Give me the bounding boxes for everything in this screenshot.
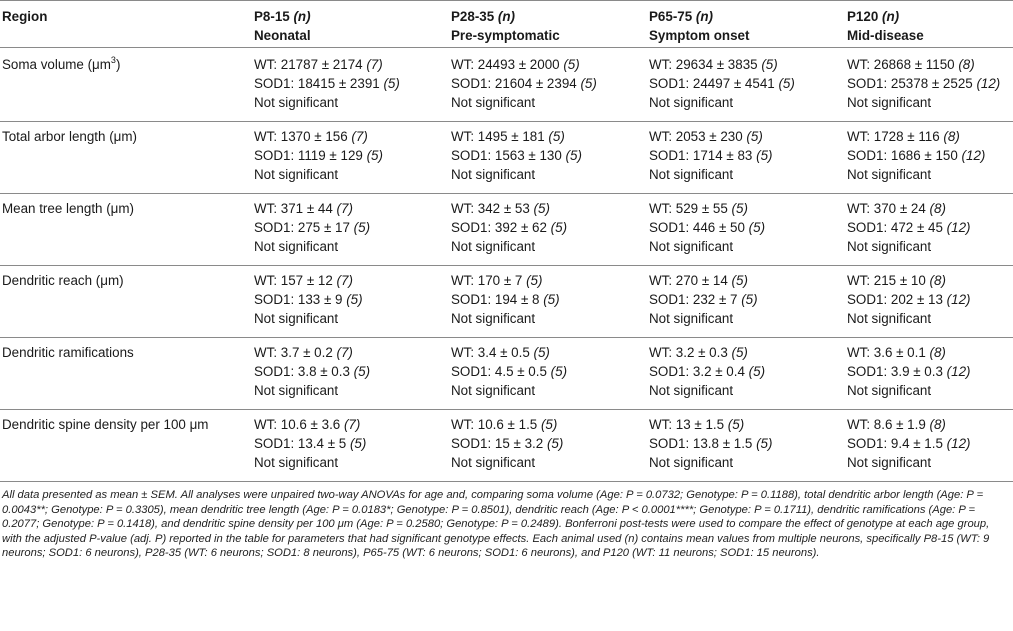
header-col-label: P28-35 — [451, 9, 495, 24]
sod1-line-n: (5) — [383, 76, 400, 91]
significance-line — [254, 381, 449, 400]
sod1-line-n: (5) — [550, 220, 568, 235]
sod1-line-value: SOD1: 4.5 ± 0.5 — [451, 364, 551, 379]
wt-line-n: (5) — [548, 129, 565, 144]
wt-line-value: WT: 370 ± 24 — [847, 201, 930, 216]
sod1-line — [451, 218, 647, 237]
significance-line-value: Not significant — [847, 95, 932, 110]
sod1-line — [451, 74, 647, 93]
significance-line — [649, 309, 845, 328]
wt-line — [254, 127, 449, 146]
sod1-line-n: (5) — [778, 76, 795, 91]
sod1-line-n: (12) — [976, 76, 1001, 91]
wt-line — [254, 343, 449, 362]
significance-line-value: Not significant — [254, 239, 339, 254]
wt-line — [254, 199, 449, 218]
sod1-line-n: (12) — [961, 148, 986, 163]
sod1-line — [847, 434, 1013, 453]
sod1-line-value: SOD1: 133 ± 9 — [254, 292, 347, 307]
data-cell — [449, 266, 647, 338]
data-cell — [252, 266, 449, 338]
sod1-line — [847, 290, 1013, 309]
header-col-label: P8-15 — [254, 9, 290, 24]
wt-line-value: WT: 3.4 ± 0.5 — [451, 345, 534, 360]
significance-line-value: Not significant — [649, 311, 734, 326]
wt-line-n: (8) — [958, 57, 975, 72]
data-cell — [252, 338, 449, 410]
sod1-line — [254, 74, 449, 93]
row-region — [0, 338, 252, 410]
wt-line — [254, 271, 449, 290]
wt-line-value: WT: 3.2 ± 0.3 — [649, 345, 732, 360]
sod1-line-value: SOD1: 202 ± 13 — [847, 292, 947, 307]
wt-line-n: (5) — [727, 417, 745, 432]
sod1-line-value: SOD1: 21604 ± 2394 — [451, 76, 581, 91]
row-region — [0, 48, 252, 122]
sod1-line-value: SOD1: 446 ± 50 — [649, 220, 749, 235]
sod1-line-n: (12) — [946, 292, 971, 307]
data-cell — [449, 194, 647, 266]
header-col-label: P120 — [847, 9, 879, 24]
data-cell — [647, 410, 845, 482]
wt-line-value: WT: 13 ± 1.5 — [649, 417, 728, 432]
header-region: Region — [2, 9, 48, 24]
significance-line — [451, 381, 647, 400]
sod1-line — [254, 290, 449, 309]
wt-line-n: (5) — [540, 417, 558, 432]
sod1-line-value: SOD1: 3.2 ± 0.4 — [649, 364, 749, 379]
sod1-line-value: SOD1: 472 ± 45 — [847, 220, 947, 235]
sod1-line — [847, 146, 1013, 165]
sod1-line-value: SOD1: 1686 ± 150 — [847, 148, 962, 163]
significance-line — [451, 93, 647, 112]
wt-line-n: (5) — [563, 57, 580, 72]
sod1-line — [847, 74, 1013, 93]
sod1-line-value: SOD1: 3.8 ± 0.3 — [254, 364, 354, 379]
data-cell — [647, 266, 845, 338]
significance-line — [847, 381, 1013, 400]
wt-line-n: (8) — [929, 345, 946, 360]
row-region — [0, 122, 252, 194]
wt-line — [451, 415, 647, 434]
header-col-p8-15 — [252, 1, 449, 48]
sod1-line-n: (5) — [580, 76, 597, 91]
header-col-n: (n) — [293, 9, 311, 24]
significance-line-value: Not significant — [847, 311, 932, 326]
sod1-line — [254, 434, 449, 453]
header-col-stage: Mid-disease — [847, 28, 924, 43]
wt-line-n: (5) — [746, 129, 763, 144]
significance-line-value: Not significant — [451, 311, 536, 326]
sod1-line — [649, 74, 845, 93]
header-col-p120 — [845, 1, 1013, 48]
wt-line-n: (7) — [351, 129, 368, 144]
significance-line-value: Not significant — [847, 167, 932, 182]
wt-line-value: WT: 371 ± 44 — [254, 201, 337, 216]
wt-line-value: WT: 1728 ± 116 — [847, 129, 944, 144]
sod1-line — [451, 146, 647, 165]
significance-line-value: Not significant — [649, 167, 734, 182]
sod1-line-value: SOD1: 1563 ± 130 — [451, 148, 566, 163]
sod1-line-n: (5) — [543, 292, 560, 307]
wt-line-value: WT: 8.6 ± 1.9 — [847, 417, 930, 432]
wt-line-value: WT: 342 ± 53 — [451, 201, 534, 216]
table-row — [0, 338, 1013, 410]
sod1-line-n: (12) — [946, 436, 971, 451]
sod1-line-value: SOD1: 1714 ± 83 — [649, 148, 757, 163]
wt-line — [649, 415, 845, 434]
significance-line-value: Not significant — [451, 239, 536, 254]
sod1-line-n: (5) — [756, 148, 773, 163]
data-cell — [449, 338, 647, 410]
sod1-line-n: (12) — [946, 220, 971, 235]
significance-line — [451, 237, 647, 256]
wt-line — [847, 415, 1013, 434]
significance-line — [254, 309, 449, 328]
sod1-line-value: SOD1: 275 ± 17 — [254, 220, 354, 235]
sod1-line — [451, 290, 647, 309]
header-col-stage: Neonatal — [254, 28, 311, 43]
significance-line — [649, 237, 845, 256]
wt-line-n: (5) — [761, 57, 778, 72]
sod1-line-n: (5) — [346, 292, 363, 307]
significance-line — [451, 309, 647, 328]
wt-line-value: WT: 26868 ± 1150 — [847, 57, 959, 72]
sod1-line-value: SOD1: 232 ± 7 — [649, 292, 742, 307]
data-cell — [647, 122, 845, 194]
wt-line-n: (7) — [336, 345, 353, 360]
table-row — [0, 48, 1013, 122]
wt-line-value: WT: 10.6 ± 1.5 — [451, 417, 541, 432]
data-cell — [252, 410, 449, 482]
wt-line-n: (5) — [731, 345, 748, 360]
significance-line-value: Not significant — [649, 383, 734, 398]
table-row — [0, 266, 1013, 338]
wt-line-value: WT: 10.6 ± 3.6 — [254, 417, 344, 432]
header-col-stage: Symptom onset — [649, 28, 750, 43]
wt-line — [451, 127, 647, 146]
header-col-n: (n) — [497, 9, 516, 24]
wt-line — [451, 271, 647, 290]
significance-line — [254, 453, 449, 472]
sod1-line-n: (5) — [741, 292, 758, 307]
data-cell — [845, 122, 1013, 194]
significance-line-value: Not significant — [451, 95, 536, 110]
data-cell — [252, 48, 449, 122]
sod1-line — [254, 362, 449, 381]
region-label: Soma volume (μm — [2, 57, 111, 72]
sod1-line-value: SOD1: 392 ± 62 — [451, 220, 551, 235]
significance-line — [649, 93, 845, 112]
sod1-line-n: (12) — [946, 364, 971, 379]
sod1-line-value: SOD1: 194 ± 8 — [451, 292, 544, 307]
wt-line-n: (8) — [929, 273, 946, 288]
sod1-line — [254, 218, 449, 237]
sod1-line — [451, 362, 647, 381]
row-region — [0, 410, 252, 482]
wt-line — [451, 199, 647, 218]
significance-line-value: Not significant — [451, 167, 536, 182]
wt-line-value: WT: 270 ± 14 — [649, 273, 732, 288]
region-label: Mean tree length (μm) — [2, 201, 135, 216]
wt-line-value: WT: 29634 ± 3835 — [649, 57, 762, 72]
data-cell — [647, 338, 845, 410]
region-label-tail: ) — [115, 57, 121, 72]
wt-line-n: (5) — [731, 273, 748, 288]
wt-line-value: WT: 170 ± 7 — [451, 273, 527, 288]
sod1-line-n: (5) — [756, 436, 773, 451]
significance-line-value: Not significant — [847, 455, 932, 470]
wt-line-value: WT: 24493 ± 2000 — [451, 57, 564, 72]
significance-line — [847, 93, 1013, 112]
table-row — [0, 194, 1013, 266]
region-label: Total arbor length (μm) — [2, 129, 137, 144]
significance-line-value: Not significant — [451, 383, 536, 398]
significance-line-value: Not significant — [451, 455, 536, 470]
significance-line — [847, 165, 1013, 184]
wt-line — [254, 415, 449, 434]
wt-line-value: WT: 215 ± 10 — [847, 273, 930, 288]
wt-line-value: WT: 3.7 ± 0.2 — [254, 345, 337, 360]
significance-line-value: Not significant — [649, 95, 734, 110]
wt-line-n: (7) — [336, 273, 353, 288]
data-cell — [449, 122, 647, 194]
sod1-line — [254, 146, 449, 165]
significance-line — [254, 237, 449, 256]
header-col-p28-35 — [449, 1, 647, 48]
wt-line-value: WT: 1370 ± 156 — [254, 129, 352, 144]
wt-line-n: (5) — [526, 273, 543, 288]
table-body — [0, 48, 1013, 482]
sod1-line — [649, 218, 845, 237]
significance-line — [649, 381, 845, 400]
wt-line — [847, 199, 1013, 218]
wt-line — [847, 55, 1013, 74]
sod1-line — [847, 218, 1013, 237]
sod1-line-value: SOD1: 1119 ± 129 — [254, 148, 367, 163]
sod1-line-value: SOD1: 13.4 ± 5 — [254, 436, 350, 451]
significance-line-value: Not significant — [254, 95, 339, 110]
wt-line-n: (7) — [343, 417, 361, 432]
wt-line — [451, 343, 647, 362]
wt-line-n: (5) — [533, 201, 550, 216]
data-cell — [647, 194, 845, 266]
sod1-line-n: (5) — [748, 364, 766, 379]
sod1-line-value: SOD1: 3.9 ± 0.3 — [847, 364, 947, 379]
wt-line — [649, 199, 845, 218]
sod1-line-value: SOD1: 24497 ± 4541 — [649, 76, 779, 91]
sod1-line — [649, 290, 845, 309]
wt-line-n: (7) — [366, 57, 383, 72]
sod1-line-n: (5) — [565, 148, 582, 163]
region-label: Dendritic ramifications — [2, 345, 134, 360]
data-cell — [647, 48, 845, 122]
header-col-stage: Pre-symptomatic — [451, 28, 560, 43]
header-col-n: (n) — [695, 9, 714, 24]
header-row — [0, 1, 1013, 48]
header-col-n: (n) — [882, 9, 900, 24]
wt-line-n: (8) — [929, 417, 946, 432]
data-cell — [252, 194, 449, 266]
table-row — [0, 122, 1013, 194]
wt-line-n: (5) — [533, 345, 550, 360]
region-unit-exponent: 3 — [110, 55, 116, 65]
wt-line — [649, 127, 845, 146]
sod1-line-n: (5) — [748, 220, 766, 235]
significance-line — [847, 237, 1013, 256]
region-label: Dendritic spine density per 100 μm — [2, 417, 209, 432]
significance-line-value: Not significant — [847, 239, 932, 254]
significance-line-value: Not significant — [254, 311, 339, 326]
sod1-line-n: (5) — [366, 148, 383, 163]
significance-line-value: Not significant — [649, 239, 734, 254]
data-cell — [845, 338, 1013, 410]
significance-line-value: Not significant — [649, 455, 734, 470]
sod1-line-n: (5) — [550, 364, 568, 379]
row-region — [0, 194, 252, 266]
significance-line-value: Not significant — [254, 167, 339, 182]
data-cell — [845, 266, 1013, 338]
wt-line-n: (8) — [929, 201, 946, 216]
wt-line-value: WT: 21787 ± 2174 — [254, 57, 367, 72]
wt-line — [649, 55, 845, 74]
sod1-line-n: (5) — [353, 220, 371, 235]
sod1-line-n: (5) — [353, 364, 371, 379]
wt-line — [254, 55, 449, 74]
sod1-line — [649, 362, 845, 381]
sod1-line-value: SOD1: 25378 ± 2525 — [847, 76, 977, 91]
significance-line — [254, 165, 449, 184]
significance-line — [649, 165, 845, 184]
sod1-line — [649, 434, 845, 453]
sod1-line — [451, 434, 647, 453]
significance-line — [451, 165, 647, 184]
significance-line — [254, 93, 449, 112]
sod1-line-n: (5) — [349, 436, 367, 451]
table-header — [0, 1, 1013, 48]
significance-line-value: Not significant — [847, 383, 932, 398]
wt-line — [847, 271, 1013, 290]
table-footnote: All data presented as mean ± SEM. All analyses were unpaired two-way ANOVAs for age and, comparing soma volume (Age: P = 0.0732; Genotype: P = 0.1188), total dendritic arbor length (Age: P = 0.0043**; Genotype: P = 0.3305), mean dendritic tree length (Age: P = 0.0183*; Genotype: P = 0.8501), dendritic reach (Age: P < 0.0001****; Genotype: P = 0.1711), dendritic ramifications (Age: P = 0.2077; Genotype: P = 0.1418), and dendritic spine density per 100 μm (Age: P = 0.2580; Genotype: P = 0.2489). Bonferroni post-tests were used to compare the effect of genotype at each age group, with the adjusted P-value (adj. P) reported in the table for parameters that had significant genotype effects. Each animal used (n) contains mean values from multiple neurons, specifically P8-15 (WT: 9 neurons; SOD1: 6 neurons), P28-35 (WT: 6 neurons; SOD1: 8 neurons), P65-75 (WT: 6 neurons; SOD1: 6 neurons), and P120 (WT: 11 neurons; SOD1: 15 neurons). — [2, 489, 990, 560]
significance-line — [847, 453, 1013, 472]
data-cell — [252, 122, 449, 194]
wt-line-value: WT: 1495 ± 181 — [451, 129, 549, 144]
header-col-label: P65-75 — [649, 9, 693, 24]
wt-line-value: WT: 529 ± 55 — [649, 201, 732, 216]
wt-line-value: WT: 157 ± 12 — [254, 273, 337, 288]
wt-line — [649, 343, 845, 362]
sod1-line-value: SOD1: 13.8 ± 1.5 — [649, 436, 757, 451]
wt-line — [451, 55, 647, 74]
region-label: Dendritic reach (μm) — [2, 273, 124, 288]
significance-line — [451, 453, 647, 472]
sod1-line-value: SOD1: 9.4 ± 1.5 — [847, 436, 947, 451]
wt-line-n: (8) — [943, 129, 960, 144]
data-cell — [449, 48, 647, 122]
header-col-p65-75 — [647, 1, 845, 48]
wt-line-value: WT: 3.6 ± 0.1 — [847, 345, 930, 360]
sod1-line-value: SOD1: 18415 ± 2391 — [254, 76, 384, 91]
significance-line-value: Not significant — [254, 455, 339, 470]
significance-line — [649, 453, 845, 472]
wt-line-value: WT: 2053 ± 230 — [649, 129, 747, 144]
data-cell — [449, 410, 647, 482]
wt-line-n: (5) — [731, 201, 748, 216]
wt-line — [847, 343, 1013, 362]
data-cell — [845, 194, 1013, 266]
sod1-line — [649, 146, 845, 165]
sod1-line-n: (5) — [546, 436, 564, 451]
data-cell — [845, 48, 1013, 122]
data-cell — [845, 410, 1013, 482]
significance-line-value: Not significant — [254, 383, 339, 398]
wt-line-n: (7) — [336, 201, 353, 216]
wt-line — [847, 127, 1013, 146]
wt-line — [649, 271, 845, 290]
sod1-line — [847, 362, 1013, 381]
table-row — [0, 410, 1013, 482]
row-region — [0, 266, 252, 338]
significance-line — [847, 309, 1013, 328]
sod1-line-value: SOD1: 15 ± 3.2 — [451, 436, 547, 451]
